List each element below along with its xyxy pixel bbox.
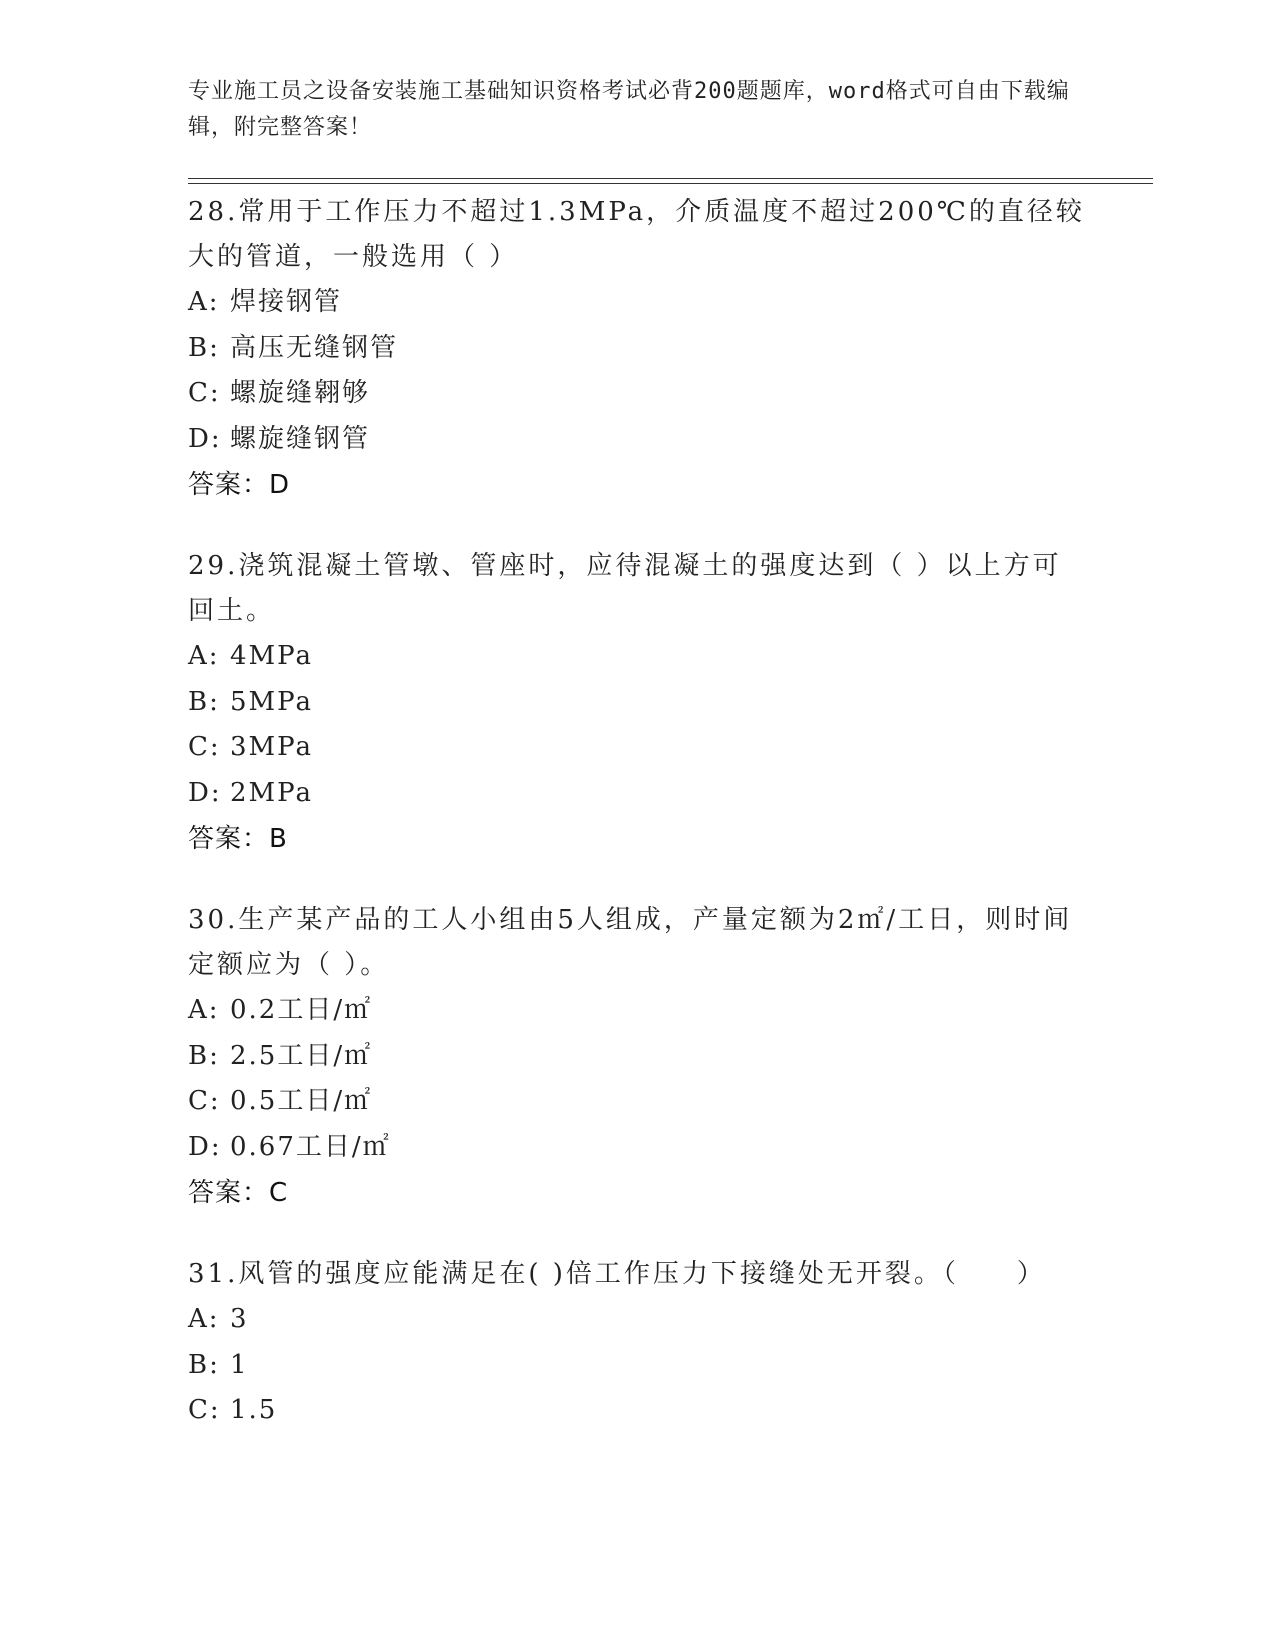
option-key: B: [188,332,220,363]
option-key: C: [188,378,221,408]
option-key: B: [188,686,220,717]
option-a [188,280,1088,326]
option-a [188,634,1088,680]
option-key: A: [188,641,220,671]
option-text: 1 [230,1349,249,1380]
option-c [188,1388,1088,1434]
question-30 [188,898,1088,1216]
option-text: 螺旋缝钢管 [230,423,371,454]
option-d [188,417,1088,463]
question-stem: 29.浇筑混凝土管墩、管座时，应待混凝土的强度达到（ ）以上方可回土。 [188,551,1062,626]
option-key: D: [188,1131,222,1162]
option-key: C: [188,1086,221,1116]
option-b [188,326,1088,372]
answer-line: 答案：D [188,470,291,500]
answer-line: 答案：C [188,1178,289,1208]
option-text: 3 [230,1304,249,1334]
option-c [188,725,1088,771]
option-text: 2MPa [230,777,313,808]
option-b [188,1343,1088,1389]
option-text: 4MPa [230,641,313,671]
option-b [188,1034,1088,1080]
option-text: 3MPa [230,732,313,762]
header-rule-bottom [188,183,1153,184]
option-text: 0.2工日/㎡ [230,995,373,1025]
question-stem: 28.常用于工作压力不超过1.3MPa，介质温度不超过200℃的直径较大的管道，一般选用（ ） [188,197,1085,272]
option-text: 螺旋缝翱够 [230,378,371,408]
header-rule-top [188,178,1153,179]
option-key: C: [188,732,221,762]
option-d [188,771,1088,817]
option-key: A: [188,995,220,1025]
question-31 [188,1252,1088,1434]
option-c [188,371,1088,417]
option-key: C: [188,1395,221,1425]
option-text: 1.5 [230,1395,278,1425]
option-key: D: [188,777,222,808]
document-header: 专业施工员之设备安装施工基础知识资格考试必背200题题库，word格式可自由下载编辑，附完整答案！ [188,79,1070,140]
question-stem: 31.风管的强度应能满足在( )倍工作压力下接缝处无开裂。（ ） [188,1259,1046,1289]
question-list [188,190,1088,1470]
answer-line: 答案：B [188,824,288,854]
option-text: 2.5工日/㎡ [230,1040,373,1071]
option-text: 高压无缝钢管 [230,332,399,363]
option-c [188,1079,1088,1125]
option-text: 焊接钢管 [230,287,343,317]
option-b [188,680,1088,726]
question-stem: 30.生产某产品的工人小组由5人组成，产量定额为2㎡/工日，则时间定额应为（ ）。 [188,905,1073,980]
option-text: 5MPa [230,686,313,717]
option-text: 0.5工日/㎡ [230,1086,373,1116]
option-key: B: [188,1040,220,1071]
option-key: A: [188,1304,220,1334]
option-key: D: [188,423,222,454]
option-d [188,1125,1088,1171]
question-28 [188,190,1088,508]
question-29 [188,544,1088,862]
option-key: A: [188,287,220,317]
option-a [188,1297,1088,1343]
option-key: B: [188,1349,220,1380]
option-text: 0.67工日/㎡ [230,1131,391,1162]
option-a [188,988,1088,1034]
